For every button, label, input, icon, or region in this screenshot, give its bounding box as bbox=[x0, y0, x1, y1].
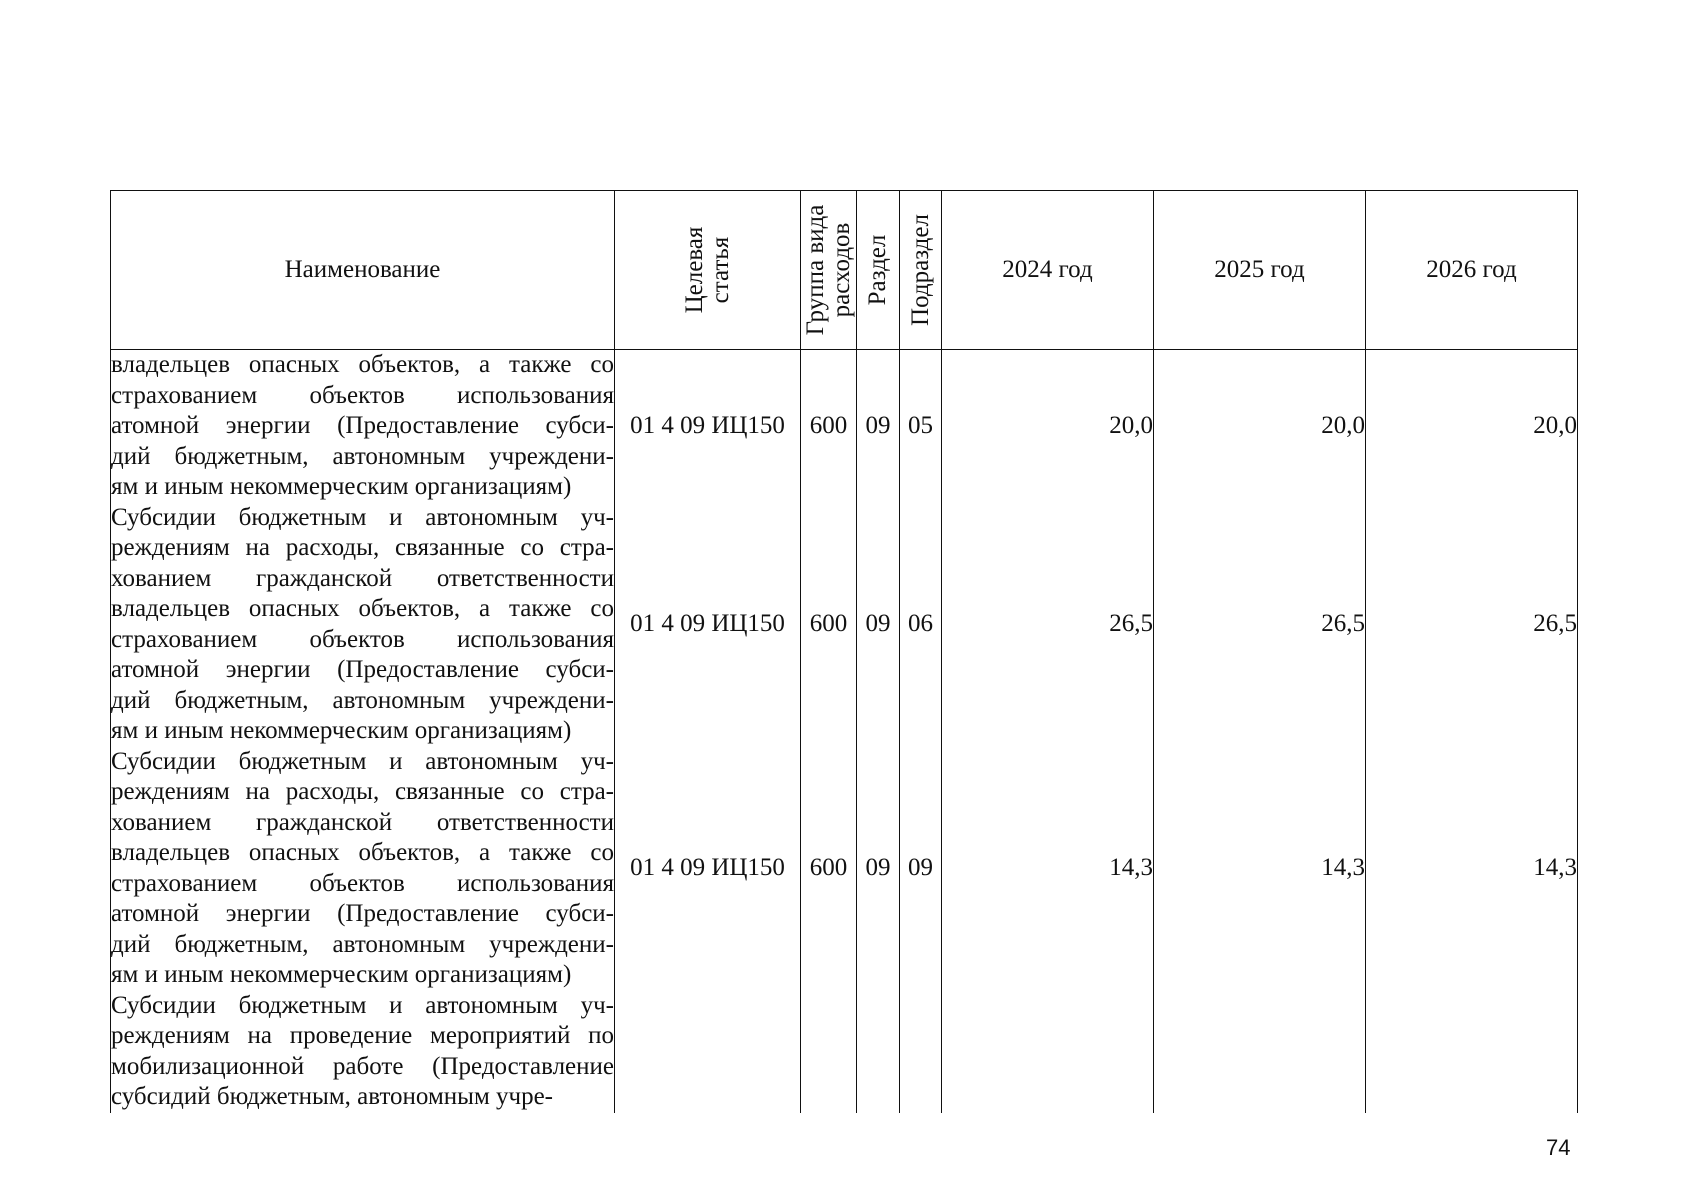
header-expense-group-label: Группа вида расходов bbox=[801, 204, 855, 336]
cell-target-article: 01 4 09 ИЦ150 bbox=[615, 350, 801, 503]
cell-section: 09 bbox=[857, 503, 900, 747]
table-header-row bbox=[111, 191, 1578, 350]
cell-name-line: страхованием объектов использования bbox=[111, 869, 614, 897]
cell-section: 09 bbox=[857, 350, 900, 503]
cell-expense-group: 600 bbox=[801, 747, 857, 991]
cell-name bbox=[111, 747, 615, 991]
cell-expense-group: 600 bbox=[801, 503, 857, 747]
header-2026: 2026 год bbox=[1366, 191, 1578, 350]
cell-name-line: Субсидии бюджетным и автономным уч- bbox=[111, 503, 614, 531]
cell-expense-group: 600 bbox=[801, 350, 857, 503]
cell-amount-2024: 26,5 bbox=[942, 503, 1154, 747]
header-section-label: Раздел bbox=[864, 234, 891, 306]
header-2025: 2025 год bbox=[1154, 191, 1366, 350]
cell-name-line: реждениям на проведение мероприятий по bbox=[111, 1022, 614, 1049]
cell-name-line: страхованием объектов использования bbox=[111, 625, 614, 653]
cell-amount-2026: 14,3 bbox=[1366, 747, 1578, 991]
cell-name-line: атомной энергии (Предоставление субси- bbox=[111, 412, 614, 439]
table-row bbox=[111, 747, 1578, 991]
cell-name-line: субсидий бюджетным, автономным учре- bbox=[111, 1083, 554, 1110]
cell-name-line: реждениям на расходы, связанные со стра- bbox=[111, 534, 614, 561]
table-row bbox=[111, 503, 1578, 747]
cell-subsection: 06 bbox=[900, 503, 942, 747]
cell-amount-2025: 20,0 bbox=[1154, 350, 1366, 503]
cell-subsection: 05 bbox=[900, 350, 942, 503]
cell-name-line: владельцев опасных объектов, а также со bbox=[111, 351, 614, 378]
cell-expense-group bbox=[801, 991, 857, 1113]
cell-name bbox=[111, 350, 615, 503]
cell-name-line: владельцев опасных объектов, а также со bbox=[111, 595, 614, 622]
cell-target-article: 01 4 09 ИЦ150 bbox=[615, 747, 801, 991]
cell-name-line: атомной энергии (Предоставление субси- bbox=[111, 656, 614, 683]
header-subsection-label: Подраздел bbox=[906, 214, 934, 326]
cell-name-line: реждениям на расходы, связанные со стра- bbox=[111, 778, 614, 805]
cell-amount-2025 bbox=[1154, 991, 1366, 1113]
cell-name-line: хованием гражданской ответственности bbox=[111, 808, 614, 836]
cell-name-line: атомной энергии (Предоставление субси- bbox=[111, 900, 614, 927]
cell-amount-2025: 26,5 bbox=[1154, 503, 1366, 747]
cell-name-line: дий бюджетным, автономным учреждени- bbox=[111, 442, 614, 470]
header-subsection bbox=[900, 191, 942, 350]
cell-name-line: дий бюджетным, автономным учреждени- bbox=[111, 686, 614, 714]
cell-amount-2024: 20,0 bbox=[942, 350, 1154, 503]
cell-name-line: ям и иным некоммерческим организациям) bbox=[111, 473, 572, 500]
cell-name-line: ям и иным некоммерческим организациям) bbox=[111, 717, 572, 744]
cell-name-line: владельцев опасных объектов, а также со bbox=[111, 839, 614, 866]
cell-name-line: мобилизационной работе (Предоставление bbox=[111, 1052, 614, 1080]
cell-name bbox=[111, 503, 615, 747]
cell-target-article bbox=[615, 991, 801, 1113]
header-target-article bbox=[615, 191, 801, 350]
cell-section bbox=[857, 991, 900, 1113]
cell-name-line: дий бюджетным, автономным учреждени- bbox=[111, 930, 614, 958]
table-row bbox=[111, 991, 1578, 1113]
cell-amount-2026: 26,5 bbox=[1366, 503, 1578, 747]
cell-subsection: 09 bbox=[900, 747, 942, 991]
cell-section: 09 bbox=[857, 747, 900, 991]
header-name: Наименование bbox=[111, 191, 615, 350]
cell-target-article: 01 4 09 ИЦ150 bbox=[615, 503, 801, 747]
cell-subsection bbox=[900, 991, 942, 1113]
cell-amount-2026: 20,0 bbox=[1366, 350, 1578, 503]
table-row bbox=[111, 350, 1578, 503]
cell-name-line: хованием гражданской ответственности bbox=[111, 564, 614, 592]
cell-amount-2024 bbox=[942, 991, 1154, 1113]
cell-name-line: ям и иным некоммерческим организациям) bbox=[111, 961, 572, 988]
cell-amount-2026 bbox=[1366, 991, 1578, 1113]
cell-name-line: Субсидии бюджетным и автономным уч- bbox=[111, 991, 614, 1019]
cell-name-line: Субсидии бюджетным и автономным уч- bbox=[111, 747, 614, 775]
header-2024: 2024 год bbox=[942, 191, 1154, 350]
budget-table bbox=[110, 190, 1578, 1113]
cell-name bbox=[111, 991, 615, 1113]
page-number: 74 bbox=[1546, 1135, 1571, 1160]
header-section bbox=[857, 191, 900, 350]
cell-amount-2025: 14,3 bbox=[1154, 747, 1366, 991]
header-target-article-label: Целевая статья bbox=[680, 226, 734, 314]
cell-amount-2024: 14,3 bbox=[942, 747, 1154, 991]
header-expense-group bbox=[801, 191, 857, 350]
cell-name-line: страхованием объектов использования bbox=[111, 381, 614, 409]
